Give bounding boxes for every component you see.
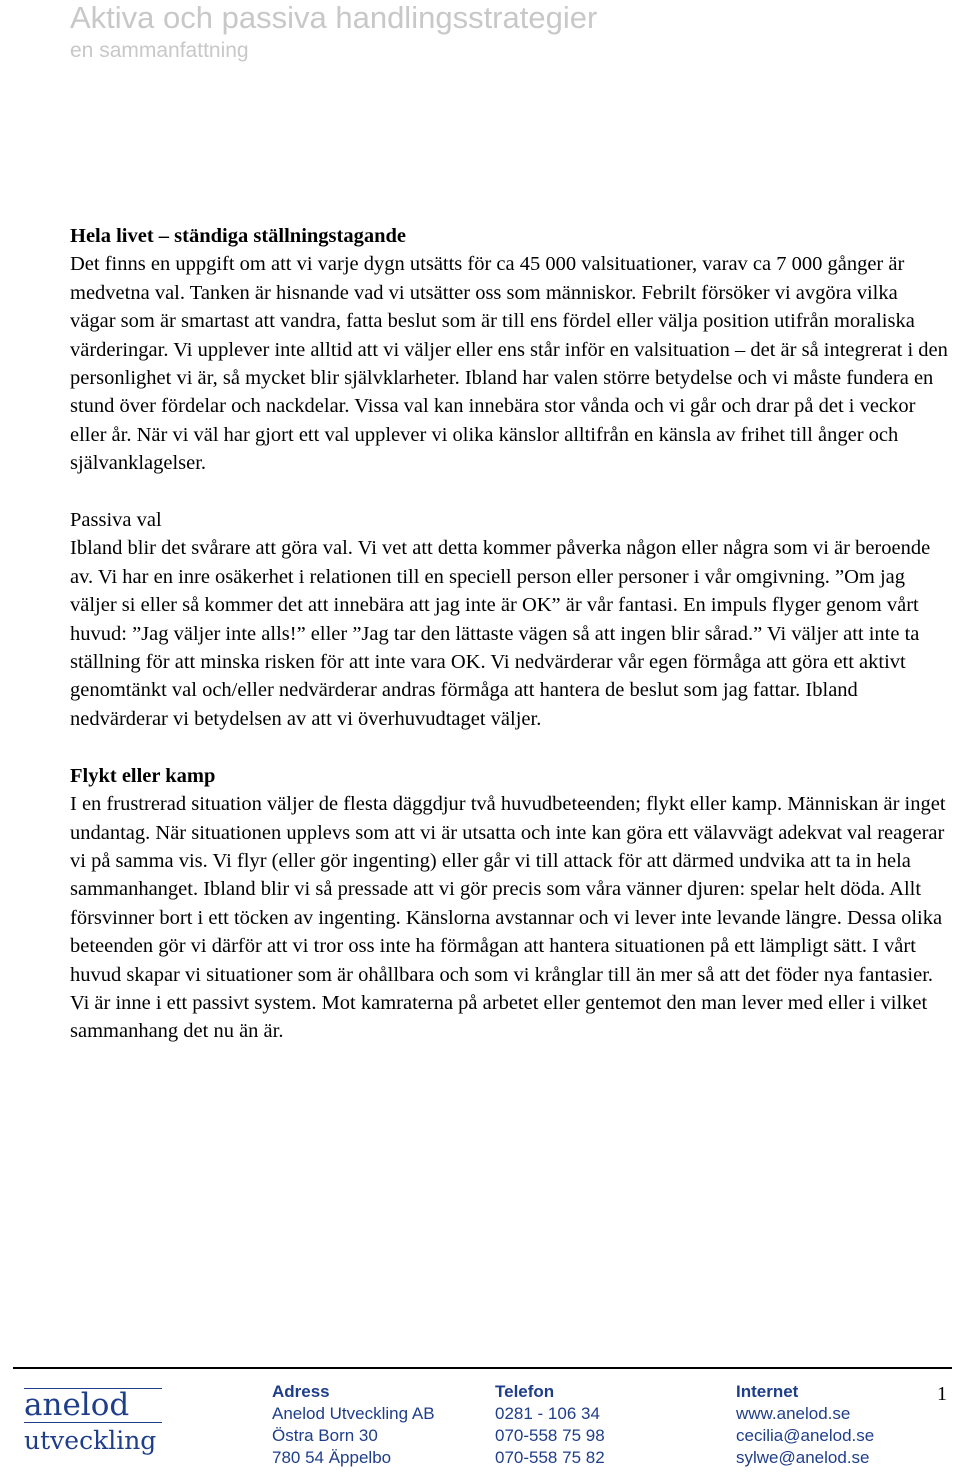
section-paragraph: Ibland blir det svårare att göra val. Vi vet att detta kommer påverka någon eller några som vi är beroende av. Vi har en inre osäkerhet i relationen till en speciell person eller personer i vår omgivning. ”Om jag väljer si eller så kommer det att innebära att jag inte är OK” är vår fantasi. En impuls flyger genom vårt huvud: ”Jag väljer inte alls!” eller ”Jag tar den lättaste vägen så att ingen blir sårad.” Vi väljer att inte ta ställning för att minska risken för att inte vara OK. Vi nedvärderar vår egen förmåga att göra ett aktivt genomtänkt val och/eller nedvärderar andras förmåga att hantera de beslut som jag fattar. Ibland nedvärderar vi betydelsen av att vi överhuvudtaget väljer. [70,537,931,730]
anelod-logo [22,1386,162,1466]
footer-phone-line[interactable]: 070-558 75 98 [495,1426,605,1445]
footer-website-link[interactable]: www.anelod.se [736,1404,851,1423]
section-heading: Hela livet – ständiga ställningstagande [70,225,407,247]
footer-address-line: Östra Born 30 [272,1426,378,1445]
footer-divider [13,1367,952,1369]
logo-wordmark-anelod: anelod [24,1387,130,1423]
section-paragraph: Det finns en uppgift om att vi varje dygn utsätts för ca 45 000 valsituationer, varav ca 7 000 gånger är medvetna val. Tanken är hisnande vad vi utsätter oss som människor. Febrilt försöker vi avgöra vilka vägar som är smartast att vandra, fatta beslut som är till ens fördel eller välja position utifrån moraliska värderingar. Vi upplever inte alltid att vi väljer eller ens står inför en valsituation – det är så integrerat i den personlighet vi är, så mycket blir självklarheter. Ibland har valen större betydelse och vi måste fundera en stund över fördelar och nackdelar. Vissa val kan innebära stor vånda och vi går och drar på det i veckor eller år. När vi väl har gjort ett val upplever vi olika känslor alltifrån en känsla av frihet till ånger och självanklagelser. [70,253,948,475]
footer-phone-header: Telefon [495,1382,555,1401]
footer-address [272,1380,435,1469]
document-subtitle: en sammanfattning [70,39,249,62]
footer-phone [495,1380,605,1469]
footer-address-header: Adress [272,1382,330,1401]
footer-email-link[interactable]: cecilia@anelod.se [736,1426,875,1445]
page-number: 1 [937,1383,947,1405]
footer-phone-line[interactable]: 070-558 75 82 [495,1448,605,1467]
footer-address-line: Anelod Utveckling AB [272,1404,435,1423]
footer-internet [736,1380,874,1469]
footer-internet-header: Internet [736,1382,799,1401]
section-paragraph: I en frustrerad situation väljer de flesta däggdjur två huvudbeteenden; flykt eller kamp. Människan är inget undantag. När situationen upplevs som att vi är utsatta och inte kan göra ett välavvägt adekvat val reagerar vi på samma vis. Vi flyr (eller gör ingenting) eller går vi till attack för att därmed undvika att ta in hela sammanhanget. Ibland blir vi så pressade att vi gör precis som våra vänner djuren: spelar helt döda. Allt försvinner bort i ett töcken av ingenting. Känslorna avstannar och vi lever inte levande längre. Dessa olika beteenden gör vi därför att vi tror oss inte ha förmågan att hantera situationen på ett lämpligt sätt. I vårt huvud skapar vi situationer som är ohållbara och som vi krånglar till än mer så att det föder nya fantasier. Vi är inne i ett passivt system. Mot kamraterna på arbetet eller gentemot den man lever med eller i vilket sammanhang det nu än är. [70,793,946,1043]
section-hela-livet [70,222,948,478]
logo-wordmark-utveckling: utveckling [24,1426,157,1455]
section-flykt-eller-kamp [70,762,948,1046]
section-passiva-val [70,506,948,733]
logo-middle-rule [24,1422,162,1423]
document-title: Aktiva och passiva handlingsstrategier [70,0,598,35]
footer-phone-line[interactable]: 0281 - 106 34 [495,1404,600,1423]
section-heading: Flykt eller kamp [70,764,216,787]
document-body [70,222,948,1074]
footer-email-link[interactable]: sylwe@anelod.se [736,1448,870,1467]
footer-address-line: 780 54 Äppelbo [272,1448,392,1467]
section-heading: Passiva val [70,509,162,532]
